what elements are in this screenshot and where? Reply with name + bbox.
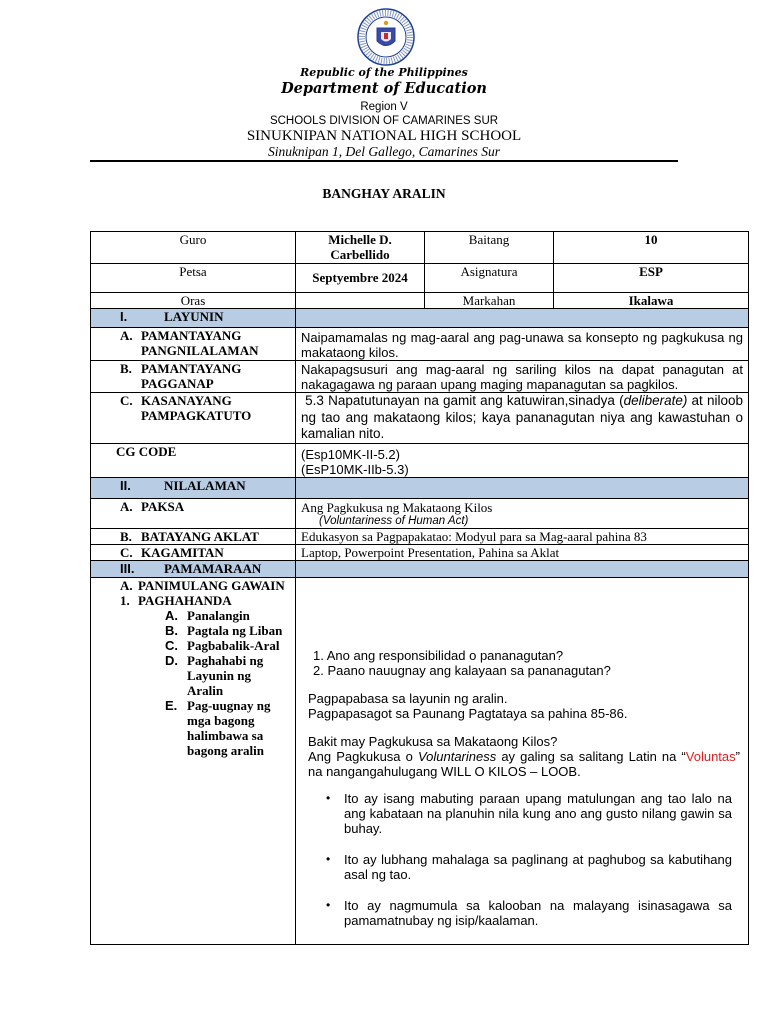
kagamitan-label: KAGAMITAN bbox=[141, 544, 224, 560]
baitang-value: 10 bbox=[554, 232, 749, 264]
step-item: D. Paghahabi ng Layunin ng Aralin bbox=[165, 652, 264, 698]
panimulang-gawain-content bbox=[296, 577, 749, 944]
row-pamantayang-pangnilalaman: A. PAMANTAYANG PANGNILALAMAN Naipamamalas ng mag-aaral ang pag-unawa sa konsepto ng pagkukusa ng makataong kilos. bbox=[91, 328, 749, 361]
step-item: B. Pagtala ng Liban bbox=[165, 622, 283, 638]
batayang-aklat-label: BATAYANG AKLAT bbox=[141, 528, 259, 544]
section-layunin-fill bbox=[296, 309, 749, 328]
header-divider bbox=[90, 160, 678, 162]
paksa-label: PAKSA bbox=[141, 498, 185, 514]
section-pamamaraan-heading: III. PAMAMARAAN bbox=[91, 560, 296, 577]
pamantayang-pangnilalaman-label: PAMANTAYANG PANGNILALAMAN bbox=[141, 328, 259, 358]
section-pamamaraan bbox=[91, 560, 749, 577]
panimulang-gawain-label: PANIMULANG GAWAIN bbox=[138, 577, 285, 593]
row-kasanayang-pampagkatuto: C. KASANAYANG PAMPAGKATUTO 5.3 Napatutunayan na gamit ang katuwiran,sinadya (deliberate) at niloob ng tao ang makataong kilos; kaya pananagutan niya ang kawastuhan o kamalian nito. bbox=[91, 393, 749, 444]
school-name: SINUKNIPAN NATIONAL HIGH SCHOOL bbox=[246, 128, 522, 144]
cg-code-values bbox=[296, 443, 749, 477]
cg-code-1: (Esp10MK-II-5.2) bbox=[301, 446, 400, 462]
row-cg-code bbox=[91, 443, 749, 477]
guro-value: Michelle D. Carbellido bbox=[296, 232, 425, 264]
row-panimulang-gawain bbox=[91, 577, 749, 944]
row-pamantayang-pagganap: B. PAMANTAYANG PAGGANAP Nakapagsusuri ang mag-aaral ng sariling kilos na dapat panagutan at nakagagawa ng paraan upang maging mapanagutan sa pagkilos. bbox=[91, 361, 749, 393]
pamantayang-pangnilalaman-text: Naipamamalas ng mag-aaral ang pag-unawa sa konsepto ng pagkukusa ng makataong kilos. bbox=[296, 328, 749, 361]
republic-heading: Republic of the Philippines bbox=[300, 66, 468, 79]
section-layunin-heading: I. LAYUNIN bbox=[91, 309, 296, 328]
activity-2: Pagpapasagot sa Paunang Pagtataya sa pahina 85-86. bbox=[308, 705, 628, 721]
paghahanda-steps bbox=[120, 608, 290, 758]
panimulang-gawain-column: A. PANIMULANG GAWAIN 1. PAGHAHANDA A. Panalangin B. Pagtala ng Liban C. Pagbabalik-Aral D. Paghahabi ng Layunin ng Aralin E. Pag-uugnay ng mga bagong halimbawa sa bagong aralin bbox=[91, 577, 296, 944]
cg-code-label: CG CODE bbox=[91, 443, 296, 477]
paksa-title: Ang Pagkukusa ng Makataong Kilos bbox=[301, 499, 493, 515]
pagkukusa-definition: Ang Pagkukusa o Voluntariness ay galing sa salitang Latin na “Voluntas” na nangangahulugang WILL O KILOS – LOOB. bbox=[308, 748, 740, 779]
step-item: A. Panalangin bbox=[165, 607, 250, 623]
info-row-petsa bbox=[91, 264, 749, 293]
baitang-label: Baitang bbox=[425, 232, 554, 264]
department-heading: Department of Education bbox=[281, 80, 487, 97]
pagkukusa-bullets bbox=[308, 791, 740, 928]
list-item: • Ito ay nagmumula sa kalooban na malayang isinasagawa sa pamamatnubay ng isip/kaalaman. bbox=[308, 898, 740, 928]
question-1: 1. Ano ang responsibilidad o pananagutan? bbox=[313, 647, 564, 663]
region-heading: Region V bbox=[360, 101, 408, 113]
oras-value bbox=[296, 293, 425, 309]
paksa-subtitle: (Voluntariness of Human Act) bbox=[319, 514, 469, 527]
batayang-aklat-text: Edukasyon sa Pagpapakatao: Modyul para sa Mag-aaral pahina 83 bbox=[296, 528, 749, 544]
kagamitan-text: Laptop, Powerpoint Presentation, Pahina sa Aklat bbox=[296, 544, 749, 560]
row-kagamitan: C. KAGAMITAN Laptop, Powerpoint Presentation, Pahina sa Aklat bbox=[91, 544, 749, 560]
list-item: • Ito ay lubhang mahalaga sa paglinang at paghubog sa kabutihang asal ng tao. bbox=[308, 852, 740, 882]
step-item: E. Pag-uugnay ng mga bagong halimbawa sa bagong aralin bbox=[165, 697, 271, 758]
petsa-value: Septyembre 2024 bbox=[296, 264, 425, 293]
section-layunin bbox=[91, 309, 749, 328]
petsa-label: Petsa bbox=[91, 264, 296, 293]
division-heading: SCHOOLS DIVISION OF CAMARINES SUR bbox=[269, 115, 499, 127]
list-item: • Ito ay isang mabuting paraan upang matulungan ang tao lalo na ang kabataan na planuhin nila kung ano ang gusto nilang gawin sa buhay. bbox=[308, 791, 740, 836]
kasanayang-pampagkatuto-label: KASANAYANG PAMPAGKATUTO bbox=[141, 393, 252, 423]
section-nilalaman bbox=[91, 477, 749, 498]
paksa-text bbox=[296, 498, 749, 528]
pamantayang-pagganap-text: Nakapagsusuri ang mag-aaral ng sariling kilos na dapat panagutan at nakagagawa ng paraan upang maging mapanagutan sa pagkilos. bbox=[296, 361, 749, 393]
markahan-value: Ikalawa bbox=[554, 293, 749, 309]
row-batayang-aklat: B. BATAYANG AKLAT Edukasyon sa Pagpapakatao: Modyul para sa Mag-aaral pahina 83 bbox=[91, 528, 749, 544]
lesson-plan-table bbox=[90, 231, 749, 945]
question-2: 2. Paano nauugnay ang kalayaan sa pananagutan? bbox=[313, 662, 611, 678]
info-row-oras bbox=[91, 293, 749, 309]
asignatura-value: ESP bbox=[554, 264, 749, 293]
guro-label: Guro bbox=[91, 232, 296, 264]
paghahanda-label: PAGHAHANDA bbox=[138, 592, 232, 608]
pamantayang-pagganap-label: PAMANTAYANG PAGGANAP bbox=[141, 361, 242, 391]
kasanayang-pampagkatuto-text: 5.3 Napatutunayan na gamit ang katuwiran,sinadya (deliberate) at niloob ng tao ang makataong kilos; kaya pananagutan niya ang kawastuhan o kamalian nito. bbox=[296, 393, 749, 444]
document-title: BANGHAY ARALIN bbox=[322, 186, 446, 201]
info-row-guro bbox=[91, 232, 749, 264]
cg-code-2: (EsP10MK-IIb-5.3) bbox=[301, 461, 409, 477]
section-nilalaman-heading: II. NILALAMAN bbox=[91, 477, 296, 498]
school-address: Sinuknipan 1, Del Gallego, Camarines Sur bbox=[267, 144, 501, 159]
activity-1: Pagpapabasa sa layunin ng aralin. bbox=[308, 690, 508, 706]
question-pagkukusa: Bakit may Pagkukusa sa Makataong Kilos? bbox=[308, 733, 558, 749]
deped-seal-icon bbox=[357, 8, 415, 66]
asignatura-label: Asignatura bbox=[425, 264, 554, 293]
row-paksa: A. PAKSA Ang Pagkukusa ng Makataong Kilos (Voluntariness of Human Act) bbox=[91, 498, 749, 528]
oras-label: Oras bbox=[91, 293, 296, 309]
step-item: C. Pagbabalik-Aral bbox=[165, 637, 280, 653]
markahan-label: Markahan bbox=[425, 293, 554, 309]
